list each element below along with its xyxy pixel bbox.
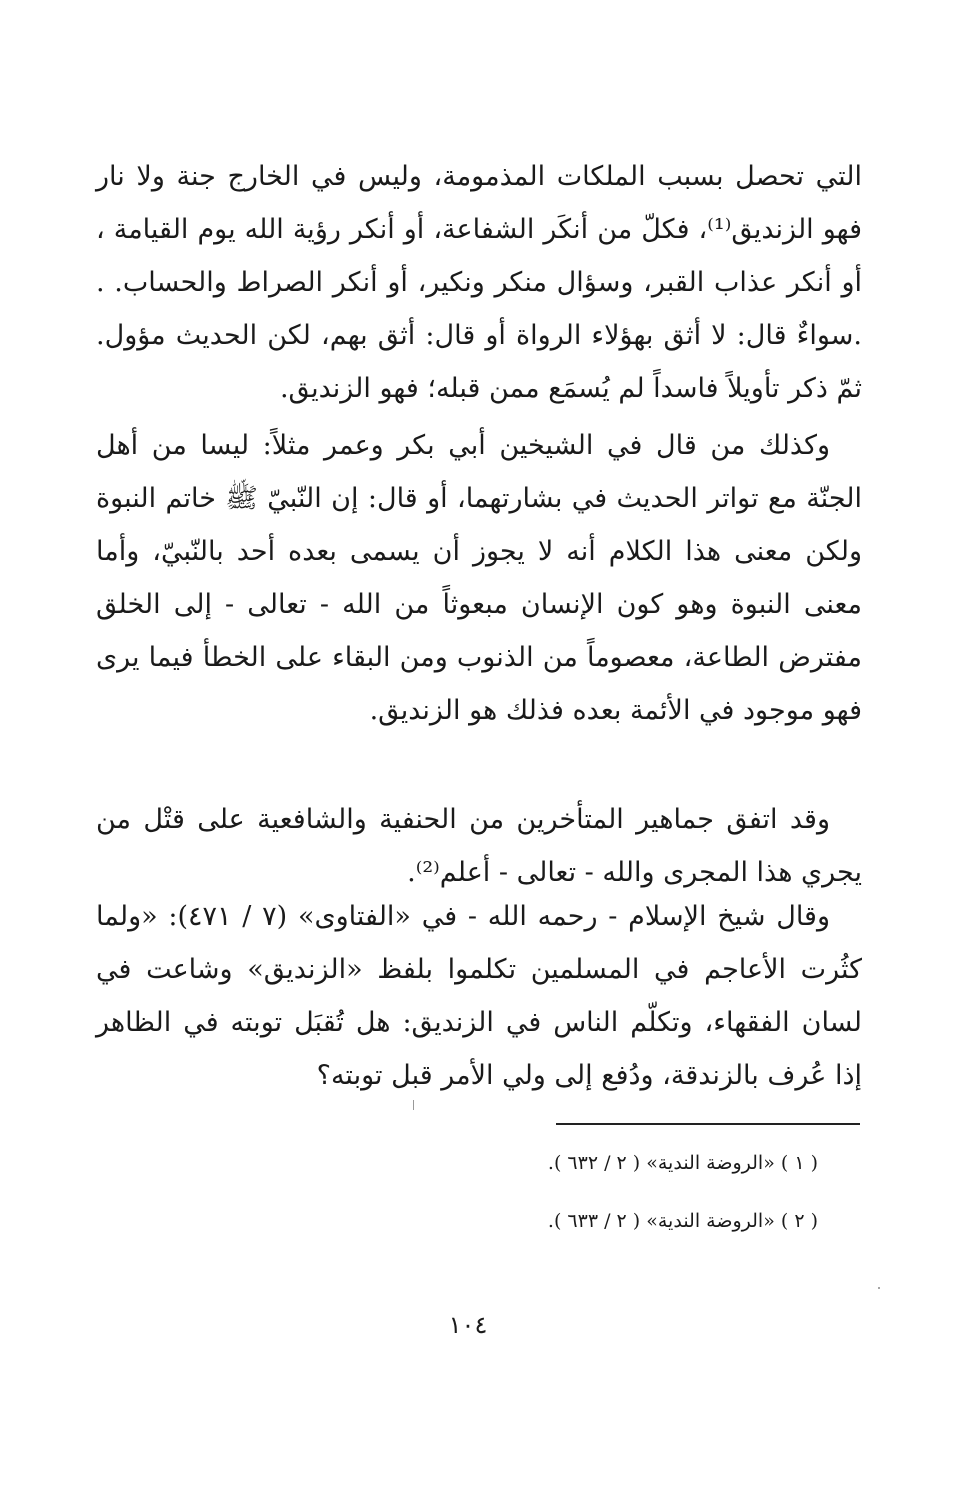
paragraph-3 [96, 793, 862, 899]
paragraph-1 [96, 150, 862, 415]
scan-speck [878, 1287, 880, 1289]
footnote-2: ( ٢ ) «الروضة الندية» ( ٢ / ٦٣٣ ). [547, 1210, 818, 1232]
paragraph-2-text: وكذلك من قال في الشيخين أبي بكر وعمر مثلاً: ليسا من أهل الجنّة مع تواتر الحديث في بشارتهما، أو قال: إن النّبيّ ﷺ خاتم النبوة ولكن معنى هذا الكلام أنه لا يجوز أن يسمى بعده أحد بالنّبيّ، وأما معنى النبوة وهو كون الإنسان مبعوثاً من الله - تعالى - إلى الخلق مفترض الطاعة، معصوماً من الذنوب ومن البقاء على الخطأ فيما يرى فهو موجود في الأئمة بعده فذلك هو الزنديق. [96, 430, 862, 726]
paragraph-2 [96, 419, 862, 737]
page-number: ١٠٤ [448, 1311, 488, 1339]
paragraph-4 [96, 890, 862, 1102]
scan-speck [413, 1100, 414, 1110]
footnote-separator [556, 1123, 860, 1125]
paragraph-4-text: وقال شيخ الإسلام - رحمه الله - في «الفتاوى» (٧ / ٤٧١): «ولما كثُرت الأعاجم في المسلمين تكلموا بلفظ «الزنديق» وشاعت في لسان الفقهاء، وتكلّم الناس في الزنديق: هل تُقبَل توبته في الظاهر إذا عُرف بالزندقة، ودُفع إلى ولي الأمر قبل توبته؟ [96, 901, 862, 1091]
paragraph-1-text: التي تحصل بسبب الملكات المذمومة، وليس في الخارج جنة ولا نار فهو الزنديق⁽¹⁾، فكلّ من أنكَر الشفاعة، أو أنكر رؤية الله يوم القيامة ، أو أنكر عذاب القبر، وسؤال منكر ونكير، أو أنكر الصراط والحساب. . .سواءٌ قال: لا أثق بهؤلاء الرواة أو قال: أثق بهم، لكن الحديث مؤول. ثمّ ذكر تأويلاً فاسداً لم يُسمَع ممن قبله؛ فهو الزنديق. [96, 161, 863, 404]
paragraph-3-text: وقد اتفق جماهير المتأخرين من الحنفية والشافعية على قتْل من يجري هذا المجرى والله - تعالى - أعلم⁽²⁾. [96, 804, 862, 888]
footnote-1: ( ١ ) «الروضة الندية» ( ٢ / ٦٣٢ ). [547, 1152, 818, 1174]
